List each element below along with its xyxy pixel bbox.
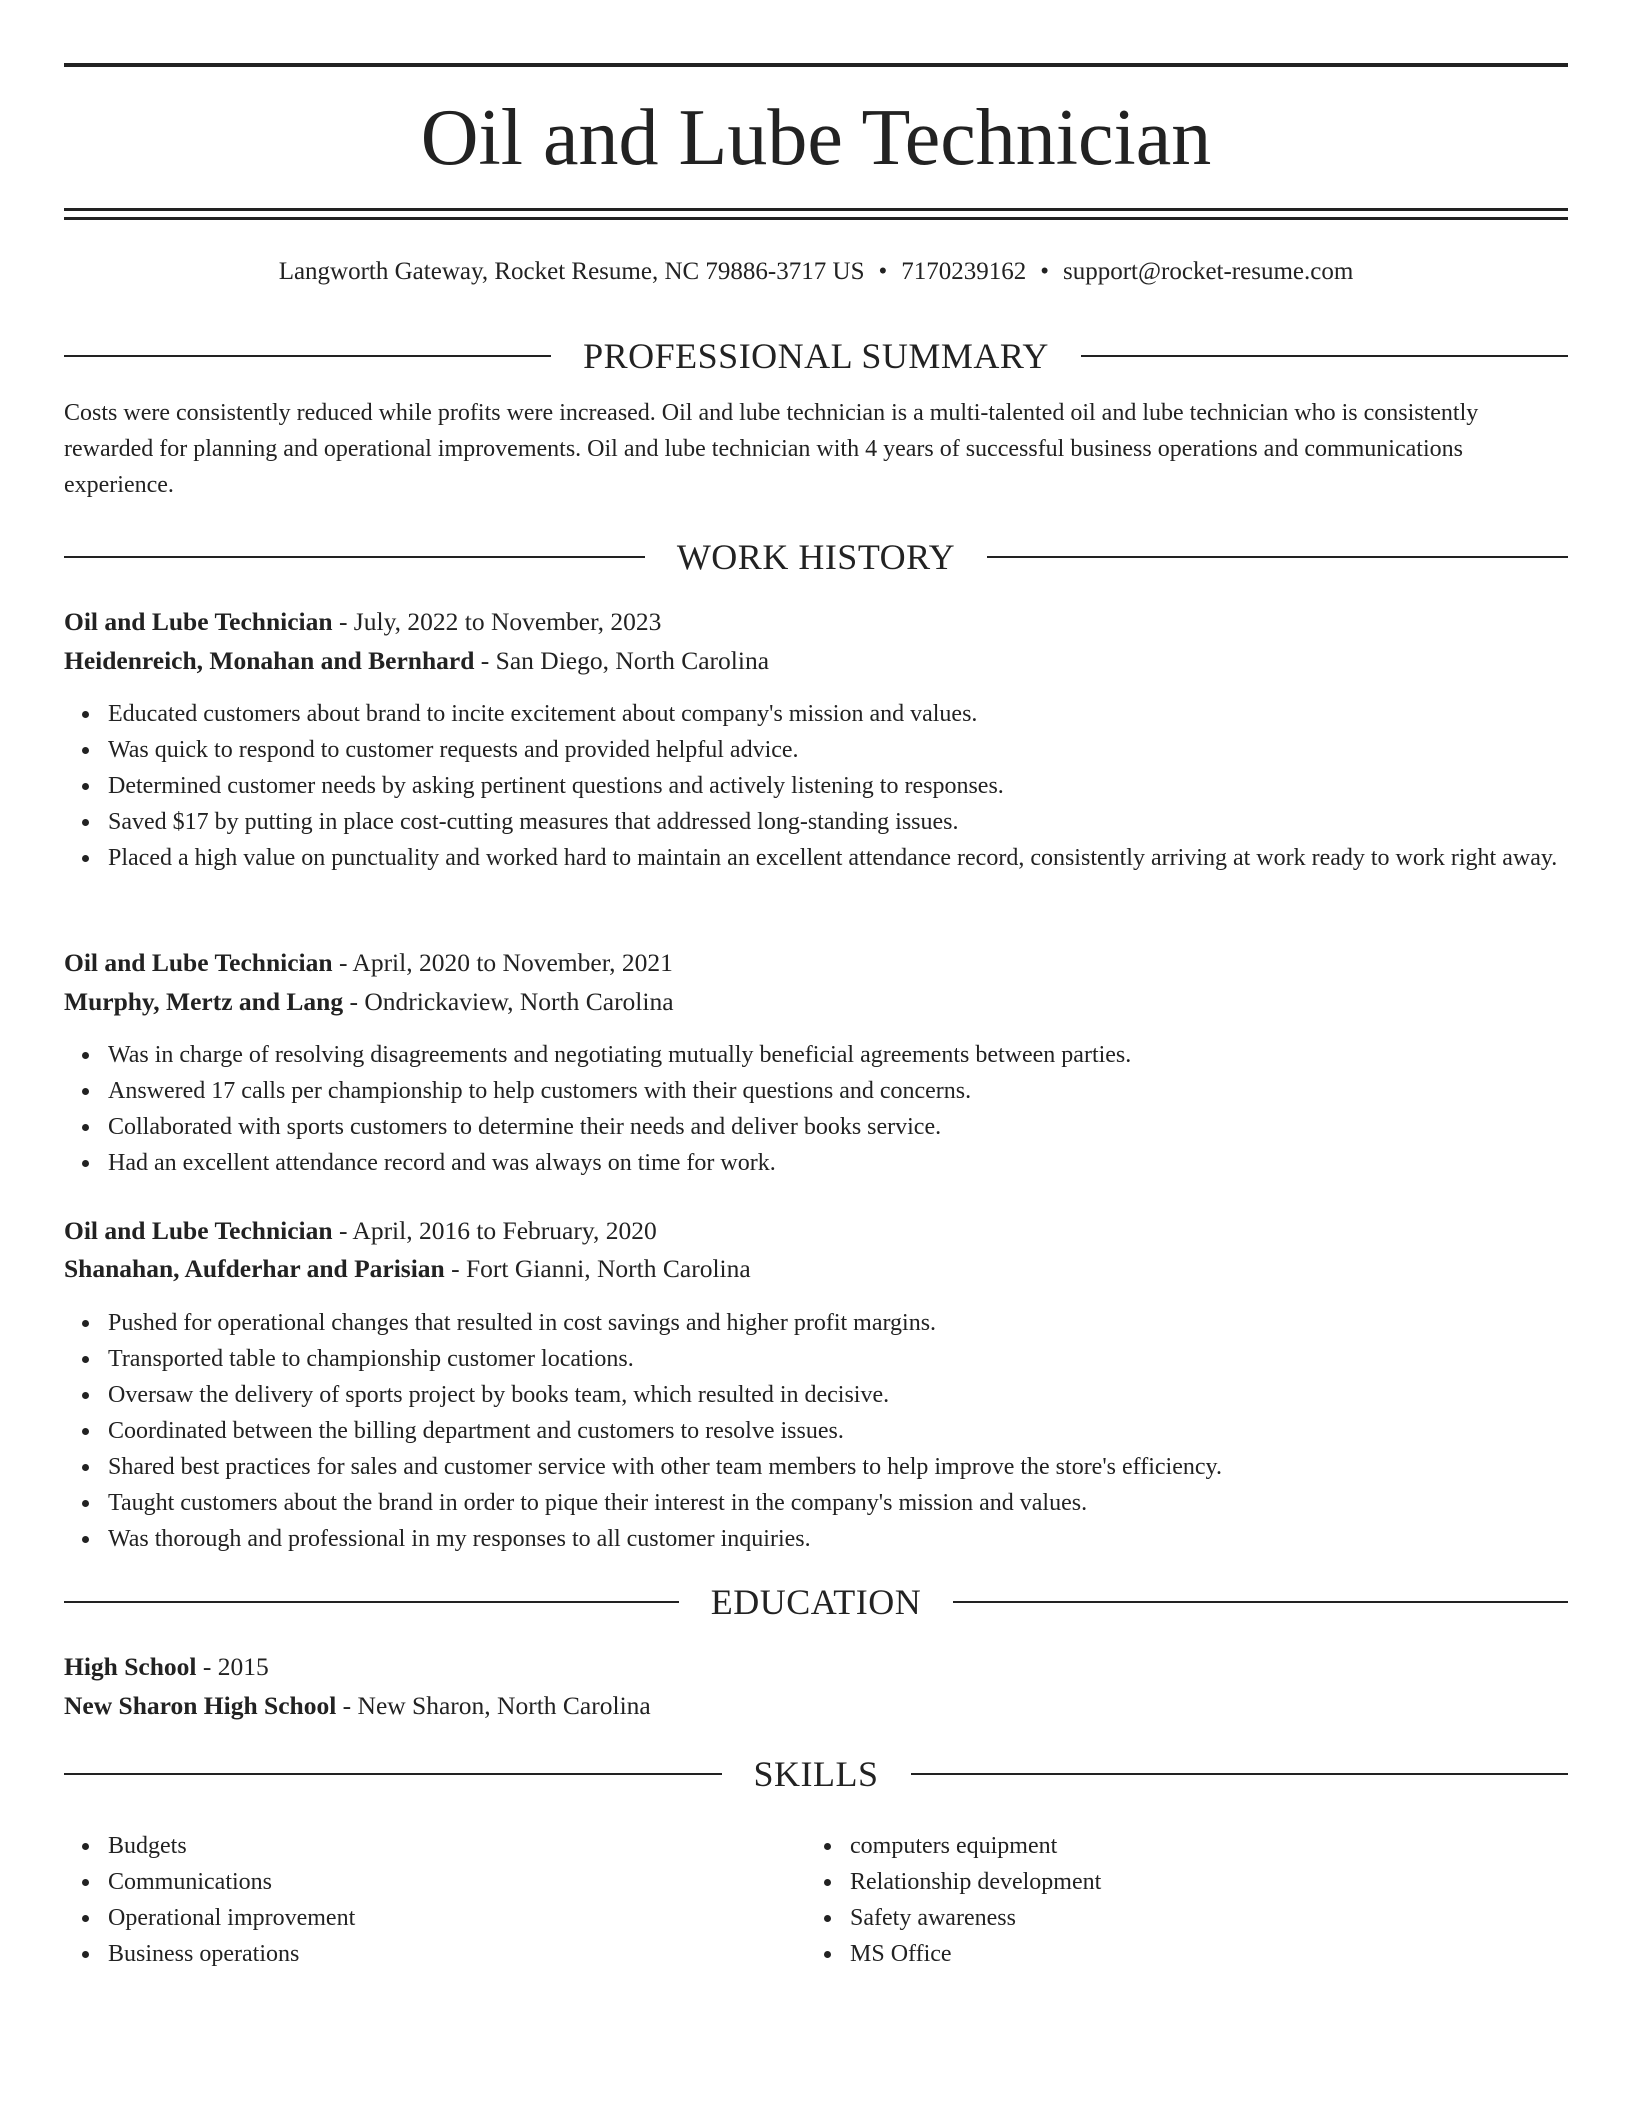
list-item: Was in charge of resolving disagreements and negotiating mutually beneficial agreements between parties. (64, 1037, 1568, 1073)
company-name: Shanahan, Aufderhar and Parisian (64, 1254, 445, 1283)
list-item: Coordinated between the billing department and customers to resolve issues. (64, 1413, 1568, 1449)
skills-list-right (806, 1828, 1632, 1972)
job-title: Oil and Lube Technician (64, 607, 333, 636)
degree-name: High School (64, 1652, 197, 1681)
list-item: Educated customers about brand to incite excitement about company's mission and values. (64, 696, 1568, 732)
list-item: Transported table to championship customer locations. (64, 1341, 1568, 1377)
contact-separator: • (878, 258, 888, 285)
job-company-line (64, 983, 1568, 1021)
email-link[interactable]: support@rocket-resume.com (1063, 258, 1354, 285)
company-name: Heidenreich, Monahan and Bernhard (64, 646, 475, 675)
job-title-line (64, 603, 1568, 641)
job-dates: - July, 2022 to November, 2023 (332, 607, 662, 636)
phone-text: 7170239162 (901, 258, 1027, 285)
job-company-line (64, 642, 1568, 680)
skill-item: Operational improvement (64, 1900, 1568, 1936)
summary-heading (64, 334, 1568, 378)
school-name: New Sharon High School (64, 1691, 337, 1720)
address-text: Langworth Gateway, Rocket Resume, NC 79886-3717 US (278, 258, 865, 285)
section-title: WORK HISTORY (676, 537, 956, 577)
summary-text: Costs were consistently reduced while profits were increased. Oil and lube technician is a multi-talented oil and lube technician who is consistently rewarded for planning and operational improvements. Oil and lube technician with 4 years of successful business operations and communications experience. (64, 400, 1479, 498)
job-bullet-list (64, 696, 1568, 876)
company-location: - Fort Gianni, North Carolina (444, 1254, 751, 1283)
heading-rule-left (64, 355, 551, 357)
school-location: - New Sharon, North Carolina (336, 1691, 651, 1720)
company-location: - Ondrickaview, North Carolina (343, 987, 674, 1016)
job-company-line (64, 1250, 1568, 1288)
double-rule (64, 208, 1568, 220)
heading-rule-left (64, 1773, 722, 1775)
graduation-year: - 2015 (196, 1652, 269, 1681)
company-name: Murphy, Mertz and Lang (64, 987, 344, 1016)
skill-item: Business operations (64, 1936, 1568, 1972)
list-item: Pushed for operational changes that resulted in cost savings and higher profit margins. (64, 1305, 1568, 1341)
list-item: Was quick to respond to customer requests and provided helpful advice. (64, 732, 1568, 768)
list-item: Determined customer needs by asking pertinent questions and actively listening to responses. (64, 768, 1568, 804)
heading-rule-right (987, 556, 1568, 558)
company-location: - San Diego, North Carolina (474, 646, 770, 675)
list-item: Oversaw the delivery of sports project by books team, which resulted in decisive. (64, 1377, 1568, 1413)
skill-item: Relationship development (806, 1864, 1632, 1900)
job-title-line (64, 1212, 1568, 1250)
list-item: Shared best practices for sales and customer service with other team members to help improve the store's efficiency. (64, 1449, 1568, 1485)
job-bullet-list (64, 1037, 1568, 1181)
education-heading (64, 1580, 1568, 1624)
skill-item: Safety awareness (806, 1900, 1632, 1936)
skill-item: Budgets (64, 1828, 1568, 1864)
job-dates: - April, 2020 to November, 2021 (332, 948, 673, 977)
list-item: Had an excellent attendance record and was always on time for work. (64, 1145, 1568, 1181)
heading-rule-left (64, 1601, 679, 1603)
skills-heading (64, 1752, 1568, 1796)
skill-item: Communications (64, 1864, 1568, 1900)
list-item: Was thorough and professional in my responses to all customer inquiries. (64, 1521, 1568, 1557)
contact-separator: • (1040, 258, 1049, 285)
heading-rule-right (953, 1601, 1568, 1603)
job-dates: - April, 2016 to February, 2020 (332, 1216, 657, 1245)
job-bullet-list (64, 1305, 1568, 1557)
list-item: Collaborated with sports customers to determine their needs and deliver books service. (64, 1109, 1568, 1145)
education-school-line (64, 1687, 1568, 1725)
skill-item: MS Office (806, 1936, 1632, 1972)
section-title: SKILLS (753, 1754, 879, 1794)
work-history-heading (64, 535, 1568, 579)
job-title-line (64, 944, 1568, 982)
list-item: Answered 17 calls per championship to help customers with their questions and concerns. (64, 1073, 1568, 1109)
contact-line (64, 254, 1568, 290)
skill-item: computers equipment (806, 1828, 1632, 1864)
top-rule (64, 63, 1568, 67)
education-degree-line (64, 1648, 1568, 1686)
section-title: EDUCATION (710, 1582, 922, 1622)
list-item: Taught customers about the brand in order to pique their interest in the company's mission and values. (64, 1485, 1568, 1521)
section-title: PROFESSIONAL SUMMARY (583, 336, 1049, 376)
heading-rule-left (64, 556, 645, 558)
heading-rule-right (1081, 355, 1568, 357)
list-item: Placed a high value on punctuality and worked hard to maintain an excellent attendance record, consistently arriving at work ready to work right away. (64, 840, 1568, 876)
job-title: Oil and Lube Technician (64, 1216, 333, 1245)
job-title: Oil and Lube Technician (64, 948, 333, 977)
list-item: Saved $17 by putting in place cost-cutting measures that addressed long-standing issues. (64, 804, 1568, 840)
heading-rule-right (911, 1773, 1569, 1775)
resume-name: Oil and Lube Technician (420, 94, 1212, 182)
